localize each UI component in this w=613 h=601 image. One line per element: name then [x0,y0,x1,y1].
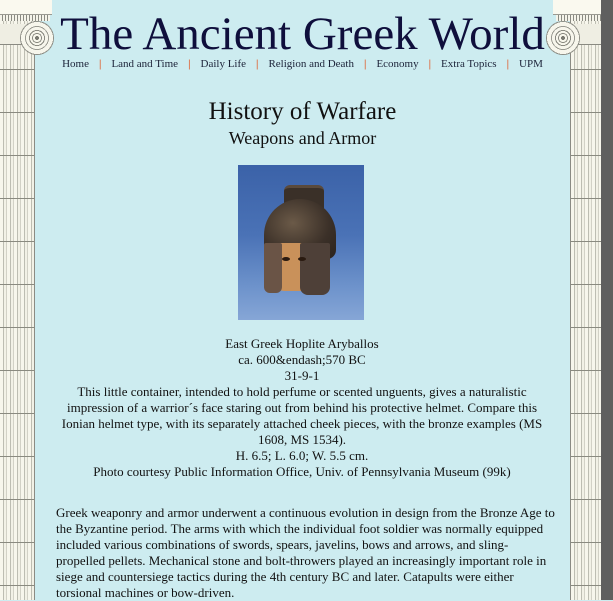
nav-separator: | [99,58,102,70]
artifact-photo[interactable] [238,165,364,320]
artifact-name: East Greek Hoplite Aryballos [225,336,379,351]
nav-religion-and-death[interactable]: Religion and Death [268,58,354,70]
artifact-caption [52,336,552,480]
page-title: History of Warfare [208,98,397,125]
helmet-cheek-piece-right [300,243,330,295]
site-title: The Ancient Greek World [60,8,545,60]
artifact-dimensions: H. 6.5; L. 6.0; W. 5.5 cm. [235,448,369,463]
nav-land-and-time[interactable]: Land and Time [111,58,179,70]
nav-separator: | [364,58,367,70]
helmet-cheek-piece-left [264,243,282,293]
artifact-date: ca. 600&endash;570 BC [238,352,366,367]
nav-daily-life[interactable]: Daily Life [200,58,247,70]
nav-separator: | [188,58,191,70]
main-content [35,0,570,600]
nav-home[interactable]: Home [62,58,89,70]
artifact-photo-credit[interactable]: Photo courtesy Public Information Office, Univ. of Pennsylvania Museum (99k) [93,464,511,479]
artifact-catalog-number: 31-9-1 [284,368,320,383]
nav-separator: | [506,58,510,70]
helmet-eye-right [298,257,306,261]
artifact-description: This little container, intended to hold perfume or scented unguents, gives a naturalistic impression of a warrior´s face staring out from behind his protective helmet. Compare this Ionian helmet type, with its separately attached cheek pieces, with the bronze examples (MS 1608, MS 1534). [61,384,543,447]
nav-separator: | [256,58,259,70]
right-ionic-column [570,0,605,600]
nav-upm[interactable]: UPM [519,58,543,70]
left-ionic-column [0,0,35,600]
nav-extra-topics[interactable]: Extra Topics [441,58,497,70]
top-navigation [35,57,570,71]
body-paragraph: Greek weaponry and armor underwent a continuous evolution in design from the Bronze Age to the Byzantine period. The arms with which the individual foot soldier was normally equipped included various combinations of swords, spears, javelins, bows and arrows, and sling-propelled pellets. Mechanical stone and bolt-throwers played an increasingly important role in siege and countersiege tactics during the 4th century BC and later. Catapults were either torsional machines or bow-driven. [56,505,555,600]
helmet-eye-left [282,257,290,261]
vertical-scrollbar[interactable] [601,0,613,600]
nav-economy[interactable]: Economy [376,58,419,70]
nav-separator: | [428,58,432,70]
page-subtitle: Weapons and Armor [228,128,377,148]
